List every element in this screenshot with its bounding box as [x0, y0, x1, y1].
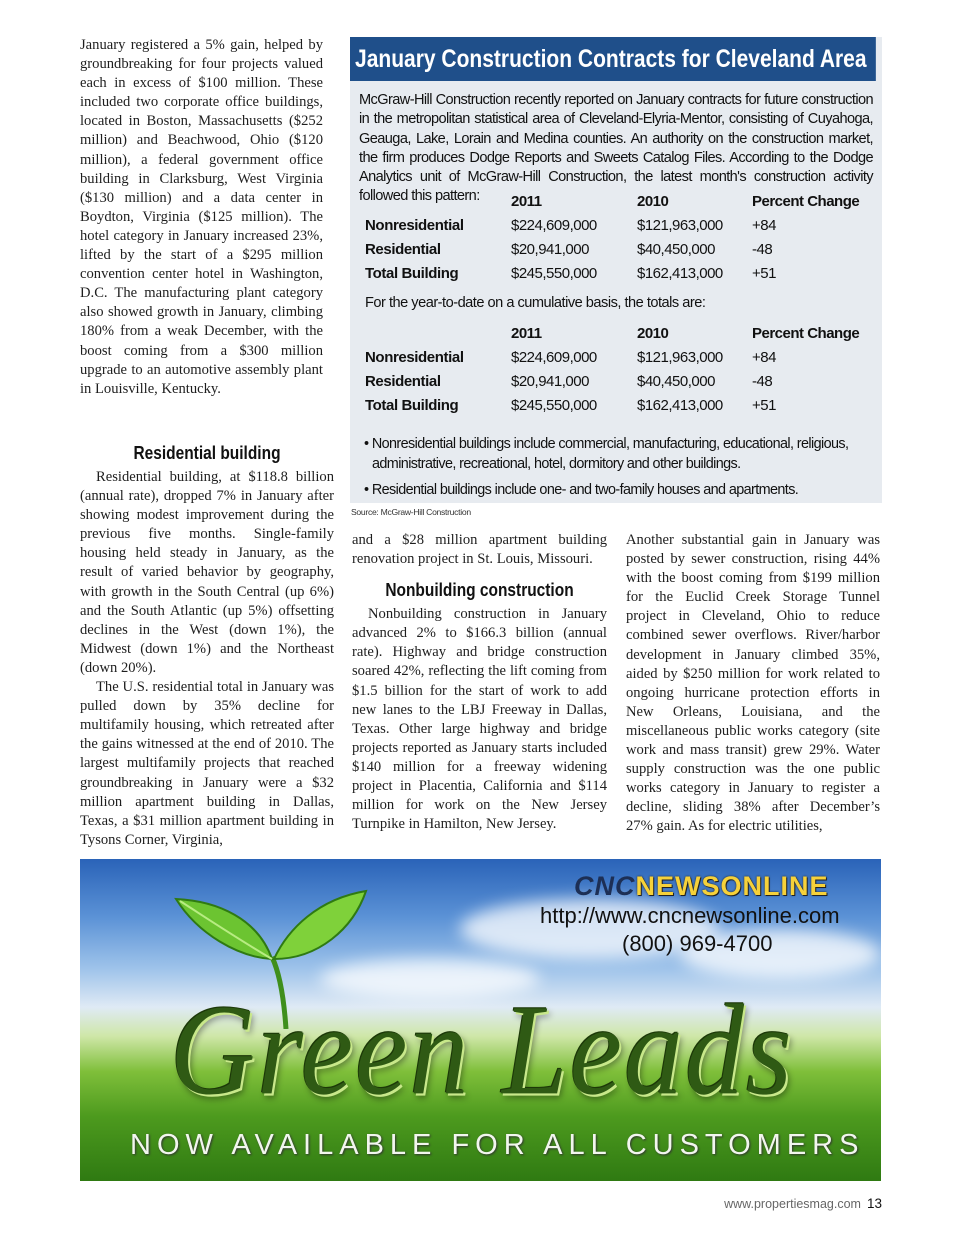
ytd-contracts-table: [365, 322, 870, 418]
row-label: Total Building: [365, 397, 459, 414]
sidebar-title: January Construction Contracts for Cleveland Area: [350, 37, 876, 81]
cell-2010: $121,963,000: [637, 217, 723, 234]
ad-url-link[interactable]: http://www.cncnewsonline.com: [540, 903, 840, 928]
cell-percent: -48: [752, 373, 773, 390]
cnc-news-online-logo: CNCNEWSONLINE: [574, 871, 829, 901]
cell-percent: +51: [752, 265, 776, 282]
cell-2011: $224,609,000: [511, 349, 597, 366]
table-row: [365, 370, 870, 394]
table-header-row: [365, 190, 870, 214]
cell-percent: +84: [752, 349, 776, 366]
table-header-row: [365, 322, 870, 346]
monthly-contracts-table: [365, 190, 870, 286]
header-percent-change: Percent Change: [752, 325, 860, 342]
table-row: [365, 262, 870, 286]
residential-heading: Residential building: [133, 443, 281, 463]
row-label: Residential: [365, 373, 441, 390]
ytd-note: For the year-to-date on a cumulative basis, the totals are:: [365, 295, 706, 311]
table-row: [365, 394, 870, 418]
cell-2011: $20,941,000: [511, 373, 589, 390]
article-column-1: [80, 36, 323, 399]
ad-phone-number: (800) 969-4700: [622, 931, 773, 956]
header-percent-change: Percent Change: [752, 193, 860, 210]
article-paragraph: and a $28 million apartment building renovation project in St. Louis, Missouri.: [352, 532, 607, 568]
article-column-1-lower: [80, 432, 334, 850]
header-2010: 2010: [637, 325, 669, 342]
table-row: [365, 214, 870, 238]
cell-2011: $245,550,000: [511, 265, 597, 282]
cell-percent: +51: [752, 397, 776, 414]
row-label: Total Building: [365, 265, 459, 282]
cell-2011: $245,550,000: [511, 397, 597, 414]
row-label: Nonresidential: [365, 349, 464, 366]
cell-percent: +84: [752, 217, 776, 234]
header-2011: 2011: [511, 193, 542, 210]
sidebar-intro: McGraw-Hill Construction recently reported on January contracts for future construction in the metropolitan statistical area of Cleveland-Elyria-Mentor, consisting of Cuyahoga, Geauga, Lake, Lorain and Medina counties. An authority on the construction market, the firm produces Dodge Reports and Sweets Catalog Files. According to the Dodge Analytics unit of McGraw-Hill Construction, the latest month's construction activity followed this pattern:: [359, 92, 873, 205]
article-paragraph: Nonbuilding construction in January advanced 2% to $166.3 billion (annual rate). Highway and bridge construction soared 42%, reflecting the lift coming from $1.5 billion for the start of work to add new lanes to the LBJ Freeway in Dallas, Texas. Other large highway and bridge projects reported as January starts included $140 million for a freeway widening project in Placentia, California and $114 million for work on the New Jersey Turnpike in Hamilton, New Jersey.: [352, 606, 607, 833]
construction-contracts-sidebar: [350, 37, 882, 503]
page-number: 13: [866, 1196, 882, 1211]
ad-tagline: NOW AVAILABLE FOR ALL CUSTOMERS: [130, 1129, 865, 1161]
table-row: [365, 346, 870, 370]
definition-bullet: • Nonresidential buildings include commercial, manufacturing, educational, religious, administrative, recreational, hotel, dormitory and other buildings.: [364, 436, 849, 472]
cell-percent: -48: [752, 241, 773, 258]
definition-bullet: • Residential buildings include one- and two-family houses and apartments.: [364, 482, 799, 498]
row-label: Nonresidential: [365, 217, 464, 234]
table-row: [365, 238, 870, 262]
cell-2011: $20,941,000: [511, 241, 589, 258]
article-paragraph: The U.S. residential total in January was pulled down by 35% decline for multifamily housing, which retreated after the gains witnessed at the end of 2010. The largest multifamily projects that reached groundbreaking in January were a $32 million apartment building in Dallas, Texas, a $31 million apartment building in Tysons Corner, Virginia,: [80, 679, 334, 848]
header-2011: 2011: [511, 325, 542, 342]
source-credit: Source: McGraw-Hill Construction: [351, 507, 471, 517]
article-column-2: [352, 531, 607, 834]
nonbuilding-heading: Nonbuilding construction: [385, 580, 574, 601]
ad-headline: Green Leads: [170, 977, 794, 1122]
article-paragraph: January registered a 5% gain, helped by groundbreaking for four projects valued each in excess of $100 million. These included two corporate office buildings, located in Boston, Massachusetts ($252 million) and Beachwood, Ohio ($120 million), a federal government office building in Clarksburg, West Virginia ($130 million) and a data center in Boydton, Virginia ($125 million). The hotel category in January increased 23%, lifted by the start of a $295 million convention center hotel in Washington, D.C. The manufacturing plant category also showed growth in January, climbing 180% from a weak December, with the boost coming from a $300 million upgrade to an automotive assembly plant in Louisville, Kentucky.: [80, 37, 323, 397]
article-paragraph: Another substantial gain in January was posted by sewer construction, rising 44% with the boost coming from $199 million for the Euclid Creek Storage Tunnel project in Cleveland, Ohio to reduce combined sewer overflows. River/harbor development in January climbed 35%, aided by $250 million for work related to ongoing hurricane protection efforts in New Orleans, Louisiana, and the miscellaneous public works category (site work and mass transit) grew 29%. Water supply construction was the one public works category in January to register a decline, sliding 38% after December’s 27% gain. As for electric utilities,: [626, 532, 880, 835]
header-2010: 2010: [637, 193, 669, 210]
cell-2010: $162,413,000: [637, 265, 723, 282]
cell-2010: $162,413,000: [637, 397, 723, 414]
article-column-3: [626, 531, 880, 837]
article-paragraph: Residential building, at $118.8 billion (annual rate), dropped 7% in January after showing modest improvement during the previous five months. Single-family housing held steady in January, as the result of varied behavior by geography, with growth in the South Central (up 6%) and the South Atlantic (up 5%) offsetting declines in the West (down 1%), the Midwest (down 1%) and the Northeast (down 20%).: [80, 469, 334, 676]
cell-2011: $224,609,000: [511, 217, 597, 234]
cell-2010: $40,450,000: [637, 241, 715, 258]
cell-2010: $40,450,000: [637, 373, 715, 390]
green-leads-advertisement[interactable]: [80, 859, 881, 1181]
row-label: Residential: [365, 241, 441, 258]
page-footer: [724, 1196, 882, 1211]
footer-site: www.propertiesmag.com: [724, 1197, 861, 1211]
cell-2010: $121,963,000: [637, 349, 723, 366]
